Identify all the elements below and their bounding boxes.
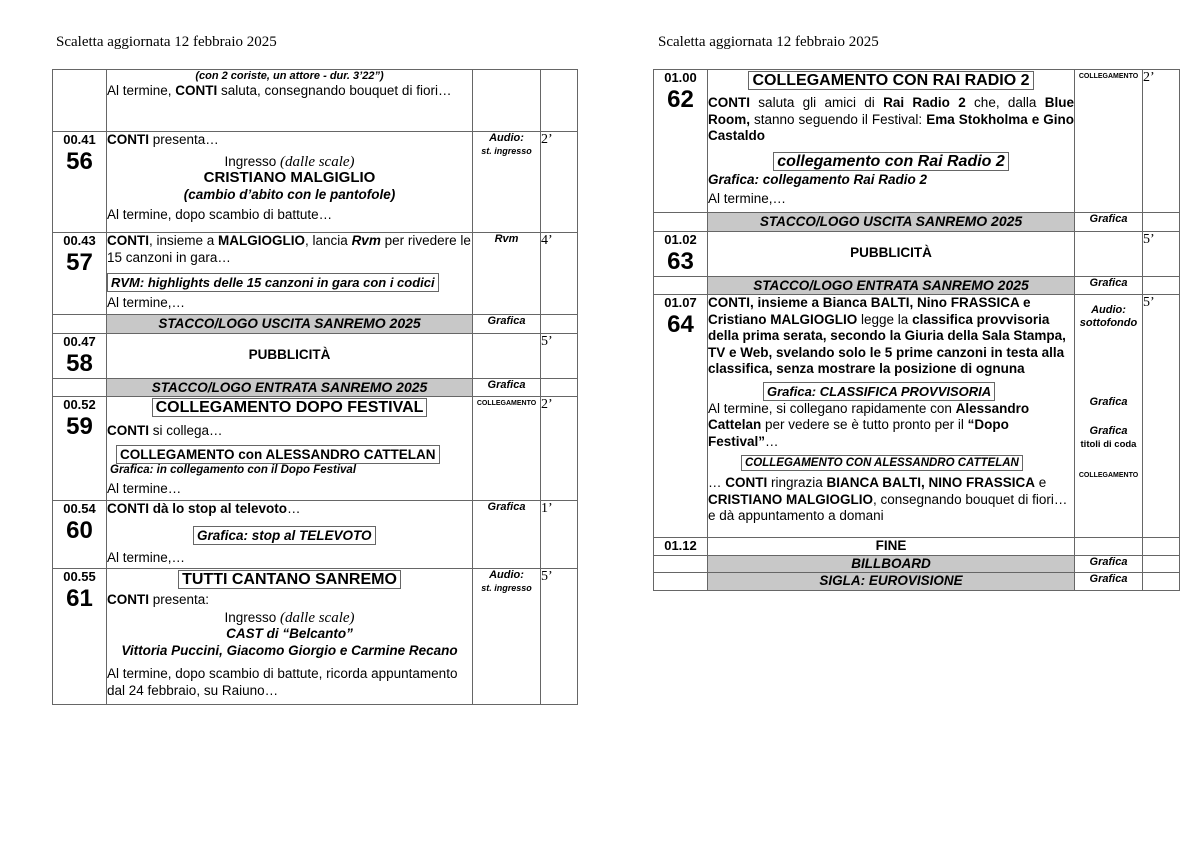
stacco-label: STACCO/LOGO ENTRATA SANREMO 2025	[708, 276, 1075, 295]
grafica-box: Grafica: CLASSIFICA PROVVISORIA	[763, 382, 995, 401]
rundown-table-left	[52, 69, 578, 705]
segment-description: CONTI presenta… Ingresso (dalle scale) CRISTIANO MALGIGLIO (cambio d’abito con le pantofole) Al termine, dopo scambio di battute…	[107, 132, 473, 233]
segment-duration: 5’	[541, 569, 578, 705]
sigla-label: SIGLA: EUROVISIONE	[708, 573, 1075, 591]
segment-row-59	[53, 397, 578, 501]
segment-note: (con 2 coriste, un attore - dur. 3’22”)	[195, 70, 384, 82]
segment-row-56	[53, 132, 578, 233]
segment-row-63	[654, 231, 1180, 276]
stacco-entrata-row: STACCO/LOGO ENTRATA SANREMO 2025 Grafica	[53, 378, 578, 397]
segment-title: PUBBLICITÀ	[708, 231, 1075, 276]
segment-duration: 5’	[541, 333, 578, 378]
segment-number: 56	[66, 148, 93, 175]
media-cell: COLLEGAMENTO	[1075, 70, 1143, 213]
segment-duration: 5’	[1143, 295, 1180, 538]
segment-id: 00.52 59	[53, 397, 107, 501]
segment-row-64	[654, 295, 1180, 538]
collegamento-box: COLLEGAMENTO con ALESSANDRO CATTELAN	[116, 445, 440, 464]
media-cell: Audio: st. ingresso	[473, 132, 541, 233]
segment-note: (cambio d’abito con le pantofole)	[183, 186, 396, 202]
segment-row-61	[53, 569, 578, 705]
segment-row-62	[654, 70, 1180, 213]
segment-duration: 4’	[541, 233, 578, 315]
segment-duration: 2’	[541, 132, 578, 233]
segment-description: CONTI dà lo stop al televoto… Grafica: stop al TELEVOTO Al termine,…	[107, 501, 473, 569]
segment-description: CONTI, insieme a MALGIOGLIO, lancia Rvm per rivedere le 15 canzoni in gara… RVM: highlights delle 15 canzoni in gara con i codici Al termine,…	[107, 233, 473, 315]
billboard-row: BILLBOARD Grafica	[654, 555, 1180, 573]
page-header-right: Scaletta aggiornata 12 febbraio 2025	[658, 34, 879, 50]
segment-id	[53, 132, 107, 233]
segment-title: COLLEGAMENTO CON RAI RADIO 2	[748, 71, 1033, 90]
segment-id: 00.54 60	[53, 501, 107, 569]
segment-row-58	[53, 333, 578, 378]
segment-description: COLLEGAMENTO CON RAI RADIO 2 CONTI saluta gli amici di Rai Radio 2 che, dalla Blue Room, stanno seguendo il Festival: Ema Stokholma e Gino Castaldo collegamento con Rai Radio 2 Grafica: collegamento Rai Radio 2 Al termine,…	[708, 70, 1075, 213]
sigla-row: SIGLA: EUROVISIONE Grafica	[654, 573, 1180, 591]
segment-time: 01.12	[654, 538, 708, 556]
segment-id: 00.43 57	[53, 233, 107, 315]
media-cell: Audio: st. ingresso	[473, 569, 541, 705]
segment-description: COLLEGAMENTO DOPO FESTIVAL CONTI si collega… COLLEGAMENTO con ALESSANDRO CATTELAN Grafica: in collegamento con il Dopo Festival Al termine…	[107, 397, 473, 501]
segment-id: 00.47 58	[53, 333, 107, 378]
guest-name: CRISTIANO MALGIGLIO	[203, 169, 376, 186]
stacco-label: STACCO/LOGO USCITA SANREMO 2025	[107, 315, 473, 334]
segment-title: COLLEGAMENTO DOPO FESTIVAL	[152, 398, 428, 417]
collegamento-box: collegamento con Rai Radio 2	[773, 152, 1009, 171]
grafica-box: Grafica: stop al TELEVOTO	[193, 526, 376, 545]
stacco-uscita-row: STACCO/LOGO USCITA SANREMO 2025 Grafica	[654, 213, 1180, 232]
segment-title: PUBBLICITÀ	[107, 333, 473, 378]
segment-id: 01.07 64	[654, 295, 708, 538]
media-cell: Audio: sottofondo Grafica Grafica titoli di coda COLLEGAMENTO	[1075, 295, 1143, 538]
guest-names: Vittoria Puccini, Giacomo Giorgio e Carmine Recano	[121, 642, 458, 658]
fine-row	[654, 538, 1180, 556]
segment-description: CONTI, insieme a Bianca BALTI, Nino FRASSICA e Cristiano MALGIOGLIO legge la classifica provvisoria della prima serata, secondo la Giuria della Sala Stampa, TV e Web, svelando solo le 5 prime canzoni in testa alla classifica, senza mostrare la posizione di ognuna Grafica: CLASSIFICA PROVVISORIA Al termine, si collegano rapidamente con Alessandro Cattelan per vedere se è tutto pronto per il “Dopo Festival”… COLLEGAMENTO CON ALESSANDRO CATTELAN … CONTI ringrazia BIANCA BALTI, NINO FRASSICA e CRISTIANO MALGIOGLIO, consegnando bouquet di fiori… e dà appuntamento a domani	[708, 295, 1075, 538]
page-header-left: Scaletta aggiornata 12 febbraio 2025	[56, 34, 277, 50]
segment-duration: 2’	[1143, 70, 1180, 213]
segment-title: TUTTI CANTANO SANREMO	[178, 570, 401, 589]
media-cell: Rvm	[473, 233, 541, 315]
segment-row-60	[53, 501, 578, 569]
segment-time: 00.41	[63, 132, 96, 147]
segment-description: TUTTI CANTANO SANREMO CONTI presenta: Ingresso (dalle scale) CAST di “Belcanto” Vittoria Puccini, Giacomo Giorgio e Carmine Recano Al termine, dopo scambio di battute, ricorda appuntamento dal 24 febbraio, su Raiuno…	[107, 569, 473, 705]
billboard-label: BILLBOARD	[708, 555, 1075, 573]
segment-id: 01.00 62	[654, 70, 708, 213]
stacco-entrata-row: STACCO/LOGO ENTRATA SANREMO 2025 Grafica	[654, 276, 1180, 295]
guest-cast: CAST di “Belcanto”	[226, 626, 353, 641]
segment-text: Al termine, CONTI saluta, consegnando bouquet di fiori…	[107, 83, 452, 98]
segment-id: 01.02 63	[654, 231, 708, 276]
fine-label: FINE	[708, 538, 1075, 556]
stacco-label: STACCO/LOGO ENTRATA SANREMO 2025	[107, 378, 473, 397]
rundown-table-right	[653, 69, 1180, 591]
media-cell: COLLEGAMENTO	[473, 397, 541, 501]
stacco-label: STACCO/LOGO USCITA SANREMO 2025	[708, 213, 1075, 232]
segment-description	[107, 70, 473, 132]
collegamento-box: COLLEGAMENTO CON ALESSANDRO CATTELAN	[741, 455, 1023, 471]
stacco-uscita-row: STACCO/LOGO USCITA SANREMO 2025 Grafica	[53, 315, 578, 334]
segment-row-57	[53, 233, 578, 315]
segment-duration: 5’	[1143, 231, 1180, 276]
media-cell: Grafica	[473, 501, 541, 569]
segment-row-continued	[53, 70, 578, 132]
segment-id: 00.55 61	[53, 569, 107, 705]
segment-duration: 2’	[541, 397, 578, 501]
segment-duration: 1’	[541, 501, 578, 569]
rvm-box: RVM: highlights delle 15 canzoni in gara con i codici	[107, 273, 439, 292]
